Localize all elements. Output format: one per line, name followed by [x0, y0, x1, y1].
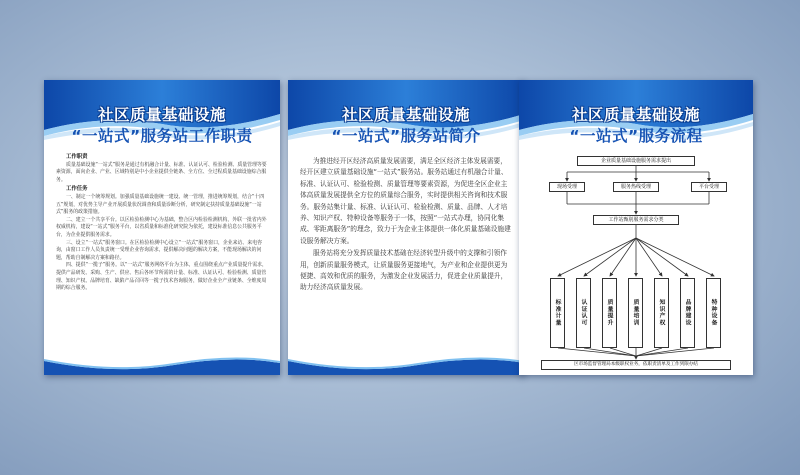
- board-title-line2: “一站式”服务站工作职责: [71, 127, 253, 145]
- flow-service-box: 品牌建设: [680, 278, 695, 348]
- flow-start-box: 企业质量基础设施服务需求提出: [577, 156, 695, 166]
- footer-wave-graphic: [44, 353, 280, 375]
- task-item: 二、建立一个共享平台。以区检验检测中心为基础，整合区内检验检测机构，外联一批省内外权威机构，建设“一站式”服务平台，以省质量和标准化研究院为依托，建设标准信息公共服务平台，为企业提供服务需求。: [56, 216, 267, 238]
- flow-classify-box: 工作站甄别服务需求分类: [593, 215, 679, 225]
- flow-service-box: 质量培训: [628, 278, 643, 348]
- task-item: 四、提供“一揽子”服务。以“一站式”服务网络平台为主体，重点围绕重点产业质量提升需求，提供产品研发、采购、生产、供应、售后各环节所需的计量、标准、认证认可、检验检测、质量管理、知识产权、品牌培育、缺陷产品召回等一揽子技术咨询服务，做好企业全产业链条、全维度周期的综合服务。: [56, 262, 267, 292]
- duty-text: [56, 154, 268, 293]
- section-heading: 工作任务: [66, 186, 88, 193]
- intro-board: [288, 80, 524, 375]
- board-title-line1: 社区质量基础设施: [571, 106, 700, 124]
- board-title-line2: “一站式”服务流程: [569, 127, 703, 145]
- process-board: [519, 80, 753, 375]
- board-title-line1: 社区质量基础设施: [341, 106, 470, 124]
- paragraph: 为推进经开区经济高质量发展需要，满足全区经济主体发展需要，经开区建立质量基础设施“一站式”服务站。服务站通过有机融合计量、标准、认证认可、检验检测、质量管理等要素资源，为促进全区企业主体高质量发展提供全方位的质量综合服务，实时提供相关咨询和技术服务。服务站集计量、标准、认证认可、检验检测、质量、品牌、人才培养、知识产权、特种设备等服务于一体，按照“一站式办理，协同化集成、零距离服务”的理念，致力于为企业主体提供一体化质量基础设施建设服务解决方案。: [300, 157, 511, 245]
- flow-end-box: 区市场监督管理局本级职权业务，依职责清单及工作到限办结: [541, 360, 731, 370]
- flow-service-box: 认证认可: [576, 278, 591, 348]
- intro-text: [300, 156, 512, 294]
- footer-wave-graphic: [288, 353, 524, 375]
- duty-board: [44, 80, 280, 375]
- paragraph: 服务站将充分发挥质量技术基础在经济转型升级中的支撑和引领作用，创新质量服务模式，让质量服务更接地气，为产业和企业提供更为便捷、高效和优质的服务，为激发企业发展活力，促进企业质量提升，助力经济高质量发展。: [300, 249, 508, 292]
- task-item: 三、设立“一站式”服务窗口。在区检验检测中心设立“一站式”服务窗口，企业来访、来电咨询，由窗口工作人员负责统一受理企业咨询需求，提供解决问题的解决方案，不能现场解决的问题，帮助自制解决方案和路径。: [56, 239, 262, 261]
- board-title-line1: 社区质量基础设施: [97, 106, 226, 124]
- flow-channel-box: 平台受理: [691, 182, 727, 192]
- flow-service-box: 标准计量: [550, 278, 565, 348]
- flow-channel-box: 现场受理: [549, 182, 585, 192]
- paragraph: 质量基础设施“一站式”服务是通过有机融合计量、标准、认证认可、检验检测、质量管理等要素资源，面向企业、产业、区域特别是中小企业提供全链条、全方位、全过程质量基础设施综合服务。: [56, 161, 267, 183]
- section-heading: 工作职责: [66, 154, 88, 160]
- flow-service-box: 质量提升: [602, 278, 617, 348]
- flow-service-box: 特种设备: [706, 278, 721, 348]
- flow-channel-box: 服务热线受理: [613, 182, 659, 192]
- board-title-line2: “一站式”服务站简介: [331, 127, 481, 145]
- task-item: 一、制定一个统筹规划。加强质量基础设施统一建设、统一管理，推进统筹规划，结合“十四五”规划，对优势主导产业开展质量状况调查和质量诊断分析，研究制定扶持质量基础设施“一站式”服务的政策措施。: [56, 193, 265, 216]
- flow-service-box: 知识产权: [654, 278, 669, 348]
